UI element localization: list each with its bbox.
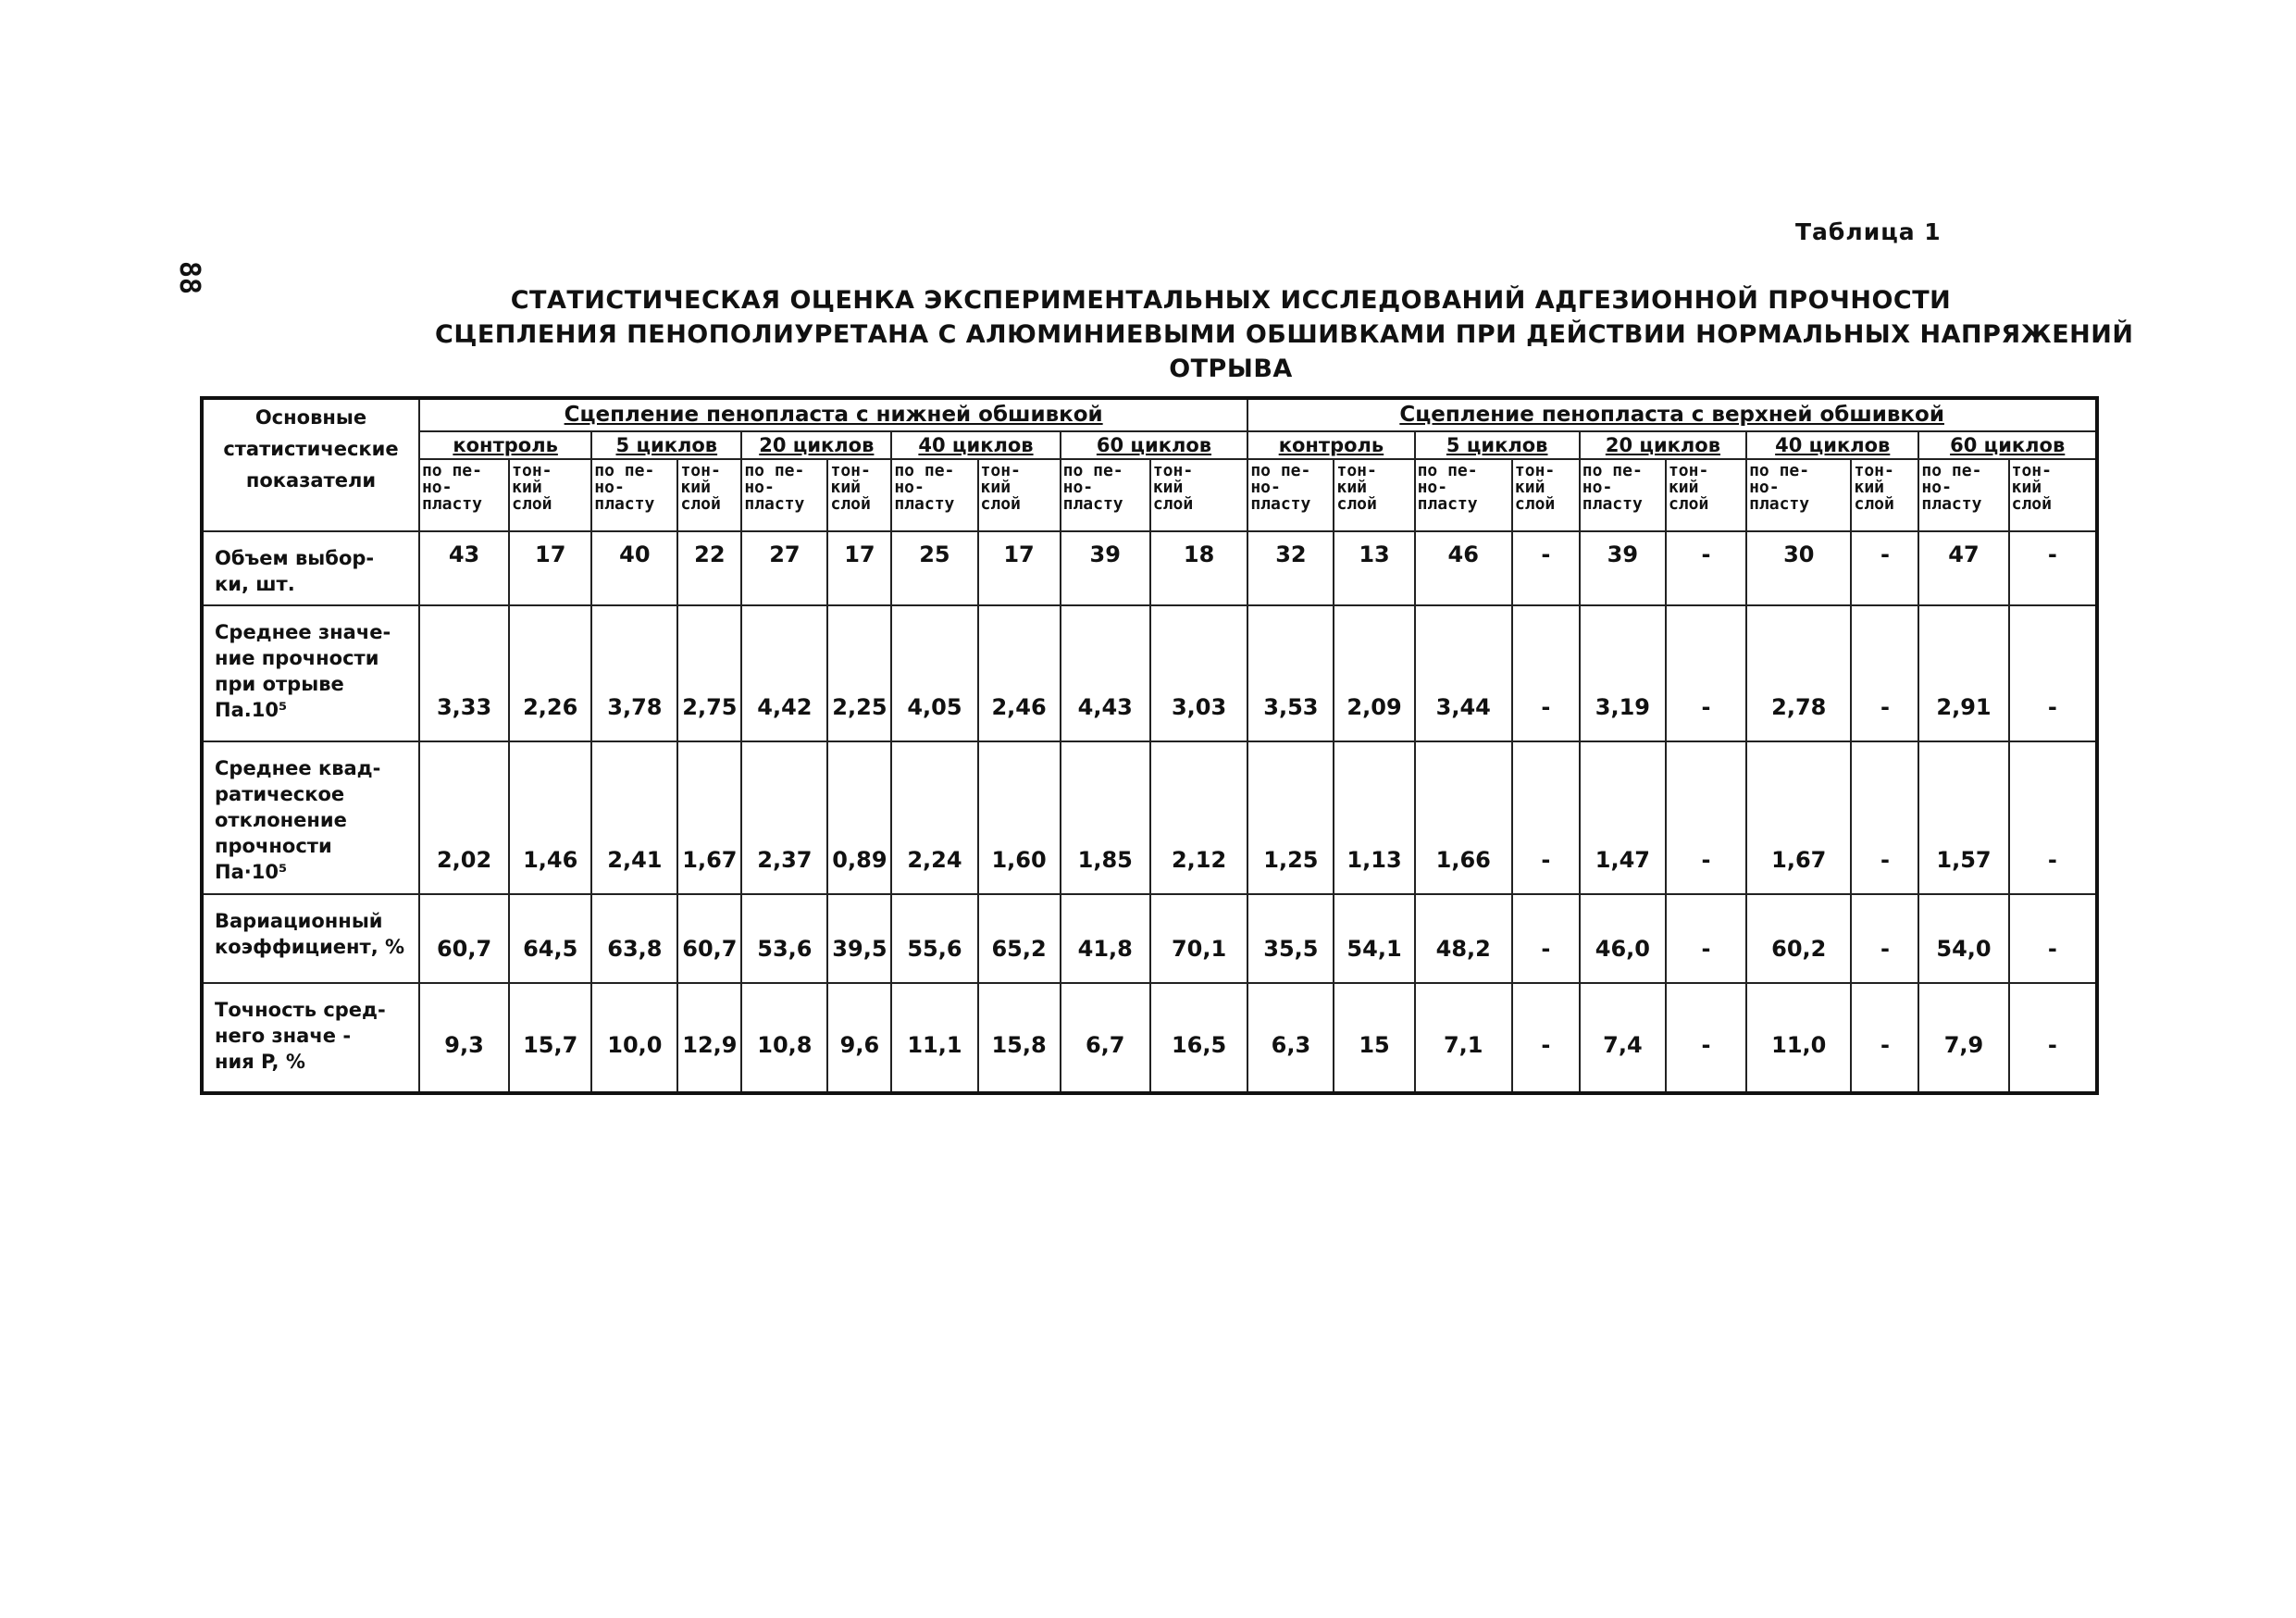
- table-cell: 2,24: [891, 741, 977, 895]
- table-cell: 32: [1247, 531, 1334, 605]
- subheader-line: но-: [1250, 478, 1281, 498]
- table-cell: 2,46: [978, 605, 1061, 741]
- row-label: [202, 894, 419, 983]
- row-label-line: Среднее значе-: [215, 620, 391, 643]
- page-number: 88: [173, 261, 205, 295]
- table-cell: 10,0: [591, 983, 677, 1093]
- subheader-line: по пе-: [1921, 461, 1982, 481]
- subheader-line: слой: [512, 494, 552, 515]
- row-label-line: ратическое: [215, 782, 345, 805]
- table-cell: 64,5: [509, 894, 591, 983]
- subheader-line: слой: [1668, 494, 1709, 515]
- row-label-line: Вариационный: [215, 910, 383, 933]
- subheader-foam: [591, 459, 677, 531]
- table-cell: 54,0: [1918, 894, 2008, 983]
- table-cell: 3,03: [1150, 605, 1247, 741]
- table-row: [202, 741, 2097, 895]
- table-cell: -: [1512, 605, 1580, 741]
- subheader-foam: [1415, 459, 1512, 531]
- subheader-line: кий: [2011, 478, 2042, 498]
- subheader-line: но-: [744, 478, 775, 498]
- row-label-line: Среднее квад-: [215, 756, 381, 779]
- table-cell: 2,37: [741, 741, 827, 895]
- row-label-line: коэффициент, %: [215, 936, 405, 959]
- subheader-line: пласту: [894, 494, 955, 515]
- group-header-upper-skin: Сцепление пенопласта с верхней обшивкой: [1247, 398, 2097, 431]
- subheader-line: кий: [830, 478, 861, 498]
- subheader-line: по пе-: [1250, 461, 1311, 481]
- subheader-line: по пе-: [1582, 461, 1643, 481]
- subheader-line: пласту: [1417, 494, 1478, 515]
- table-cell: 0,89: [827, 741, 891, 895]
- subheader-foam: [1580, 459, 1666, 531]
- table-row: [202, 605, 2097, 741]
- subheader-line: но-: [1921, 478, 1952, 498]
- table-cell: 17: [978, 531, 1061, 605]
- table-cell: 11,1: [891, 983, 977, 1093]
- subheader-line: пласту: [1921, 494, 1982, 515]
- table-row: [202, 894, 2097, 983]
- corner-header-line: показатели: [245, 469, 377, 492]
- group-header-lower-skin: Сцепление пенопласта с нижней обшивкой: [419, 398, 1247, 431]
- table-cell: 2,09: [1334, 605, 1414, 741]
- table-cell: 41,8: [1061, 894, 1150, 983]
- subheader-foam: [1746, 459, 1851, 531]
- table-cell: 60,2: [1746, 894, 1851, 983]
- table-cell: -: [1851, 894, 1918, 983]
- table-cell: 22: [677, 531, 741, 605]
- table-cell: -: [1666, 741, 1746, 895]
- table-cell: -: [1851, 605, 1918, 741]
- subheader-line: слой: [980, 494, 1021, 515]
- table-cell: 2,12: [1150, 741, 1247, 895]
- table-cell: -: [1851, 983, 1918, 1093]
- table-cell: 70,1: [1150, 894, 1247, 983]
- table-cell: 12,9: [677, 983, 741, 1093]
- statistics-table: [200, 396, 2099, 1095]
- table-cell: 60,7: [419, 894, 509, 983]
- table-cell: 39,5: [827, 894, 891, 983]
- table-cell: 9,3: [419, 983, 509, 1093]
- title-line: СЦЕПЛЕНИЯ ПЕНОПОЛИУРЕТАНА С АЛЮМИНИЕВЫМИ ОБШИВКАМИ ПРИ ДЕЙСТВИИ НОРМАЛЬНЫХ НАПРЯЖЕНИЙ: [435, 320, 2134, 349]
- table-cell: 3,19: [1580, 605, 1666, 741]
- table-cell: 3,33: [419, 605, 509, 741]
- table-cell: 3,53: [1247, 605, 1334, 741]
- period-header: 60 циклов: [1061, 431, 1248, 460]
- subheader-line: пласту: [744, 494, 805, 515]
- subheader-line: но-: [1062, 478, 1094, 498]
- subheader-line: тон-: [512, 461, 552, 481]
- row-label: [202, 531, 419, 605]
- table-row: [202, 531, 2097, 605]
- table-cell: -: [1666, 983, 1746, 1093]
- table-cell: 16,5: [1150, 983, 1247, 1093]
- period-header: контроль: [1247, 431, 1414, 460]
- subheader-foam: [891, 459, 977, 531]
- table-cell: 15,8: [978, 983, 1061, 1093]
- subheader-line: по пе-: [421, 461, 482, 481]
- subheader-line: по пе-: [1062, 461, 1123, 481]
- table-cell: 1,57: [1918, 741, 2008, 895]
- table-cell: 7,1: [1415, 983, 1512, 1093]
- table-cell: -: [1666, 894, 1746, 983]
- period-header: 20 циклов: [1580, 431, 1746, 460]
- table-cell: 1,13: [1334, 741, 1414, 895]
- table-cell: -: [2009, 894, 2097, 983]
- subheader-thin-layer: [1851, 459, 1918, 531]
- table-cell: 65,2: [978, 894, 1061, 983]
- table-cell: 17: [509, 531, 591, 605]
- subheader-line: по пе-: [1417, 461, 1478, 481]
- table-cell: -: [1851, 531, 1918, 605]
- table-cell: 54,1: [1334, 894, 1414, 983]
- subheader-line: но-: [1582, 478, 1613, 498]
- subheader-line: но-: [421, 478, 453, 498]
- table-cell: 3,78: [591, 605, 677, 741]
- subheader-foam: [419, 459, 509, 531]
- subheader-line: пласту: [1062, 494, 1123, 515]
- subheader-line: слой: [1514, 494, 1556, 515]
- table-cell: 1,67: [1746, 741, 1851, 895]
- table-title: [435, 283, 2134, 386]
- subheader-thin-layer: [1334, 459, 1414, 531]
- subheader-line: по пе-: [594, 461, 655, 481]
- subheader-line: кий: [1668, 478, 1699, 498]
- row-label-line: Объем выбор-: [215, 547, 375, 570]
- table-cell: 25: [891, 531, 977, 605]
- subheader-line: пласту: [1749, 494, 1810, 515]
- subheader-line: тон-: [1668, 461, 1709, 481]
- subheader-line: тон-: [1336, 461, 1377, 481]
- table-cell: 6,3: [1247, 983, 1334, 1093]
- table-cell: 30: [1746, 531, 1851, 605]
- period-header: контроль: [419, 431, 591, 460]
- subheader-thin-layer: [509, 459, 591, 531]
- subheader-thin-layer: [677, 459, 741, 531]
- table-cell: 2,78: [1746, 605, 1851, 741]
- table-cell: 15: [1334, 983, 1414, 1093]
- period-header: 60 циклов: [1918, 431, 2097, 460]
- table-cell: 1,60: [978, 741, 1061, 895]
- row-label-line: него значе -: [215, 1025, 352, 1048]
- period-header: 5 циклов: [1415, 431, 1580, 460]
- subheader-line: слой: [1336, 494, 1377, 515]
- subheader-line: кий: [1152, 478, 1184, 498]
- subheader-line: по пе-: [894, 461, 955, 481]
- table-cell: 13: [1334, 531, 1414, 605]
- table-cell: 1,85: [1061, 741, 1150, 895]
- corner-header-line: статистические: [223, 438, 399, 460]
- table-cell: 39: [1580, 531, 1666, 605]
- subheader-line: тон-: [1514, 461, 1556, 481]
- subheader-line: тон-: [980, 461, 1021, 481]
- table-cell: 2,02: [419, 741, 509, 895]
- subheader-line: кий: [980, 478, 1011, 498]
- table-cell: 4,05: [891, 605, 977, 741]
- subheader-line: кий: [680, 478, 711, 498]
- table-cell: 55,6: [891, 894, 977, 983]
- table-cell: 63,8: [591, 894, 677, 983]
- table-cell: 1,47: [1580, 741, 1666, 895]
- subheader-thin-layer: [2009, 459, 2097, 531]
- subheader-foam: [1918, 459, 2008, 531]
- row-label-line: Па.10⁵: [215, 698, 288, 721]
- period-header: 20 циклов: [741, 431, 891, 460]
- subheader-foam: [1247, 459, 1334, 531]
- corner-header: [202, 398, 419, 531]
- corner-header-line: Основные: [254, 406, 367, 429]
- row-label: [202, 605, 419, 741]
- subheader-thin-layer: [827, 459, 891, 531]
- subheader-line: тон-: [1854, 461, 1894, 481]
- table-cell: 1,67: [677, 741, 741, 895]
- row-label-line: ние прочности: [215, 646, 379, 669]
- subheader-thin-layer: [978, 459, 1061, 531]
- subheader-foam: [1061, 459, 1150, 531]
- subheader-line: тон-: [830, 461, 871, 481]
- subheader-line: слой: [830, 494, 871, 515]
- table-cell: 2,26: [509, 605, 591, 741]
- subheader-thin-layer: [1512, 459, 1580, 531]
- table-cell: -: [1666, 531, 1746, 605]
- subheader-line: слой: [2011, 494, 2052, 515]
- table-cell: 3,44: [1415, 605, 1512, 741]
- subheader-thin-layer: [1150, 459, 1247, 531]
- subheader-line: тон-: [680, 461, 721, 481]
- subheader-line: но-: [1417, 478, 1448, 498]
- table-cell: 7,4: [1580, 983, 1666, 1093]
- subheader-line: кий: [512, 478, 542, 498]
- subheader-line: слой: [680, 494, 721, 515]
- table-cell: -: [2009, 531, 2097, 605]
- table-cell: 46: [1415, 531, 1512, 605]
- period-header: 40 циклов: [1746, 431, 1918, 460]
- row-label-line: отклонение: [215, 808, 347, 831]
- row-label: [202, 983, 419, 1093]
- row-label-line: ния P, %: [215, 1051, 305, 1074]
- row-label-line: ки, шт.: [215, 573, 295, 596]
- subheader-line: тон-: [1152, 461, 1194, 481]
- table-cell: 6,7: [1061, 983, 1150, 1093]
- table-cell: 2,91: [1918, 605, 2008, 741]
- subheader-line: слой: [1152, 494, 1194, 515]
- subheader-line: кий: [1336, 478, 1367, 498]
- subheader-line: пласту: [1582, 494, 1643, 515]
- subheader-thin-layer: [1666, 459, 1746, 531]
- subheader-line: по пе-: [744, 461, 805, 481]
- subheader-line: кий: [1854, 478, 1884, 498]
- table-cell: 7,9: [1918, 983, 2008, 1093]
- table-row: [202, 983, 2097, 1093]
- table-cell: 9,6: [827, 983, 891, 1093]
- table-cell: 10,8: [741, 983, 827, 1093]
- table-cell: 39: [1061, 531, 1150, 605]
- table-cell: -: [1512, 531, 1580, 605]
- table-cell: 43: [419, 531, 509, 605]
- title-line: ОТРЫВА: [1169, 355, 1293, 383]
- table-cell: 2,75: [677, 605, 741, 741]
- subheader-foam: [741, 459, 827, 531]
- table-cell: 1,46: [509, 741, 591, 895]
- row-label-line: прочности: [215, 834, 332, 857]
- table-cell: 4,42: [741, 605, 827, 741]
- table-cell: 2,41: [591, 741, 677, 895]
- subheader-line: тон-: [2011, 461, 2052, 481]
- table-cell: 48,2: [1415, 894, 1512, 983]
- subheader-line: кий: [1514, 478, 1545, 498]
- title-line: СТАТИСТИЧЕСКАЯ ОЦЕНКА ЭКСПЕРИМЕНТАЛЬНЫХ ИССЛЕДОВАНИЙ АДГЕЗИОННОЙ ПРОЧНОСТИ: [510, 286, 1952, 315]
- subheader-line: но-: [594, 478, 625, 498]
- table-cell: 47: [1918, 531, 2008, 605]
- table-cell: 46,0: [1580, 894, 1666, 983]
- table-cell: -: [1851, 741, 1918, 895]
- table-cell: -: [1512, 741, 1580, 895]
- table-cell: -: [2009, 983, 2097, 1093]
- table-cell: 53,6: [741, 894, 827, 983]
- table-cell: 1,66: [1415, 741, 1512, 895]
- table-cell: 1,25: [1247, 741, 1334, 895]
- table-cell: 4,43: [1061, 605, 1150, 741]
- subheader-line: но-: [1749, 478, 1780, 498]
- subheader-line: но-: [894, 478, 925, 498]
- table-cell: 60,7: [677, 894, 741, 983]
- table-cell: -: [1512, 983, 1580, 1093]
- table-label: Таблица 1: [1795, 218, 1942, 245]
- row-label-line: при отрыве: [215, 672, 344, 695]
- table-cell: -: [2009, 605, 2097, 741]
- table-cell: -: [1512, 894, 1580, 983]
- table-cell: 15,7: [509, 983, 591, 1093]
- table-cell: 35,5: [1247, 894, 1334, 983]
- subheader-line: пласту: [421, 494, 482, 515]
- table-cell: -: [1666, 605, 1746, 741]
- table-cell: 17: [827, 531, 891, 605]
- table-cell: -: [2009, 741, 2097, 895]
- subheader-line: пласту: [594, 494, 655, 515]
- row-label-line: Точность сред-: [215, 999, 386, 1022]
- table-cell: 40: [591, 531, 677, 605]
- row-label-line: Па·10⁵: [215, 860, 288, 883]
- table-cell: 18: [1150, 531, 1247, 605]
- table-cell: 27: [741, 531, 827, 605]
- row-label: [202, 741, 419, 895]
- table-cell: 11,0: [1746, 983, 1851, 1093]
- subheader-line: по пе-: [1749, 461, 1810, 481]
- period-header: 5 циклов: [591, 431, 741, 460]
- table-cell: 2,25: [827, 605, 891, 741]
- period-header: 40 циклов: [891, 431, 1060, 460]
- subheader-line: пласту: [1250, 494, 1311, 515]
- subheader-line: слой: [1854, 494, 1894, 515]
